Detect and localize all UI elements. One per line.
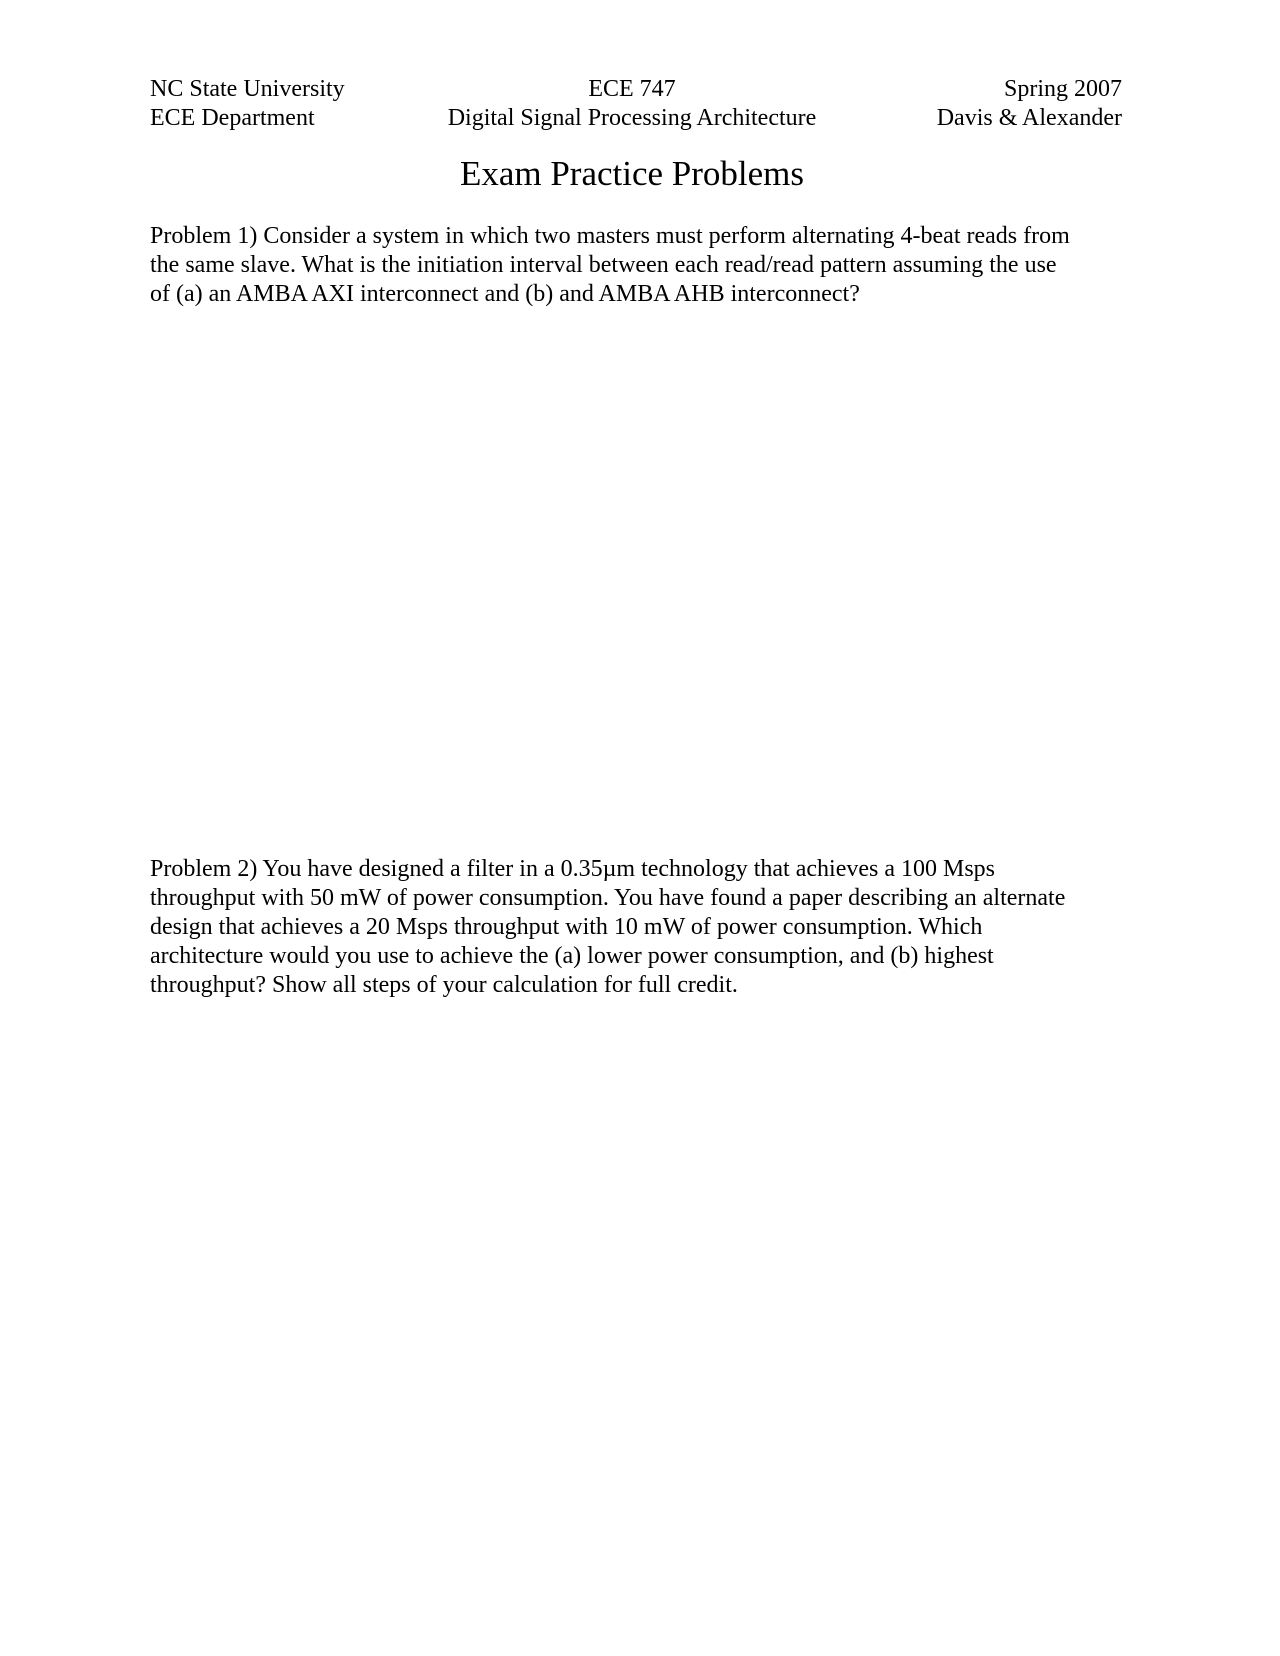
header-row-1 [150, 74, 1122, 104]
page-title-block [150, 152, 1122, 196]
header-instructors: Davis & Alexander [936, 105, 1122, 131]
problem-line: the same slave. What is the initiation interval between each read/read pattern assuming the use [150, 252, 1057, 278]
problem-line: architecture would you use to achieve the (a) lower power consumption, and (b) highest [150, 943, 994, 969]
header-course-name: Digital Signal Processing Architecture [447, 105, 817, 131]
problem-line: throughput with 50 mW of power consumption. You have found a paper describing an alternate [150, 885, 1066, 911]
header-row-2 [150, 103, 1122, 133]
header-university: NC State University [150, 76, 345, 102]
problem-1 [150, 222, 1140, 309]
problem-2 [150, 855, 1140, 1000]
header-term: Spring 2007 [1003, 76, 1122, 102]
problem-line: of (a) an AMBA AXI interconnect and (b) and AMBA AHB interconnect? [150, 281, 860, 307]
problem-line: throughput? Show all steps of your calculation for full credit. [150, 972, 738, 998]
problem-line: Problem 1) Consider a system in which two masters must perform alternating 4-beat reads from [150, 223, 1070, 249]
header-department: ECE Department [150, 105, 315, 131]
page-title: Exam Practice Problems [459, 154, 805, 193]
problem-line: Problem 2) You have designed a filter in a 0.35µm technology that achieves a 100 Msps [150, 856, 996, 882]
header-course-number: ECE 747 [588, 76, 676, 102]
problem-line: design that achieves a 20 Msps throughput with 10 mW of power consumption. Which [150, 914, 983, 940]
